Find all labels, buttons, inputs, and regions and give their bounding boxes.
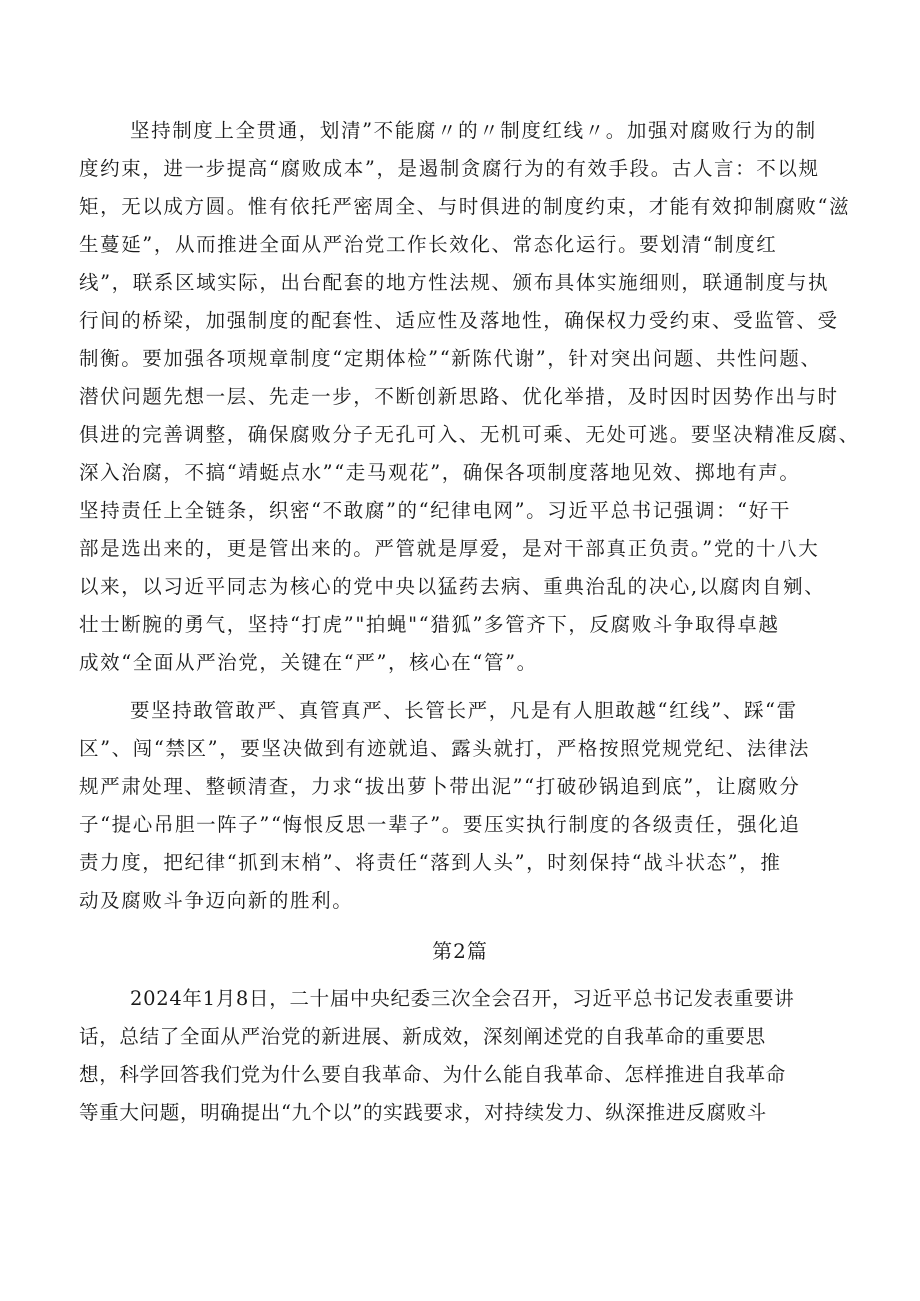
text-line: 想，科学回答我们党为什么要自我革命、为什么能自我革命、怎样推进自我革命 [79, 1063, 787, 1086]
text-line: 线”，联系区域实际，出台配套的地方性法规、颁布具体实施细则，联通制度与执 [79, 271, 830, 294]
text-line: 俱进的完善调整，确保腐败分子无孔可入、无机可乘、无处可逃。要坚决精准反腐、 [79, 423, 860, 446]
text-line: 深入治腐，不搞“靖蜓点水”“走马观花”，确保各项制度落地见效、掷地有声。 [79, 461, 801, 484]
text-line: 2024年1月8日，二十届中央纪委三次全会召开，习近平总书记发表重要讲 [130, 987, 795, 1010]
text-line: 区”、闯“禁区”，要坚决做到有迹就追、露头就打，严格按照党规党纪、法律法 [79, 737, 811, 760]
text-line: 矩，无以成方圆。惟有依托严密周全、与时俱进的制度约束，才能有效抑制腐败“滋 [79, 195, 851, 218]
text-line: 子“提心吊胆一阵子”“悔恨反思一辈子”。要压实执行制度的各级责任，强化追 [79, 813, 801, 836]
text-line: 动及腐败斗争迈向新的胜利。 [79, 889, 354, 912]
text-line: 坚持责任上全链条，织密“不敢腐”的“纪律电网”。习近平总书记强调：“好干 [79, 499, 791, 522]
text-line: 规严肃处理、整顿清查，力求“拔出萝卜带出泥”“打破砂锅追到底”，让腐败分 [79, 775, 801, 798]
section-heading: 第2篇 [432, 939, 488, 963]
text-line: 话，总结了全面从严治党的新进展、新成效，深刻阐述党的自我革命的重要思 [79, 1025, 766, 1048]
text-line: 生蔓延”，从而推进全面从严治党工作长效化、常态化运行。要划清“制度红 [79, 233, 778, 256]
text-line: 坚持制度上全贯通，划清”不能腐〃的〃制度红线〃。加强对腐败行为的制 [130, 119, 817, 142]
text-line: 部是选出来的，更是管出来的。严管就是厚爱，是对干部真正负责。”党的十八大 [79, 537, 820, 560]
text-line: 责力度，把纪律“抓到末梢”、将责任“落到人头”，时刻保持“战斗状态”，推 [79, 851, 782, 874]
text-line: 成效“全面从严治党，关键在“严”，核心在“管”。 [79, 651, 538, 674]
text-line: 潜伏问题先想一层、先走一步，不断创新思路、优化举措，及时因时因势作出与时 [79, 385, 839, 408]
text-line: 行间的桥梁，加强制度的配套性、适应性及落地性，确保权力受约束、受监管、受 [79, 309, 839, 332]
text-line: 度约束，进一步提高“腐败成本”，是遏制贪腐行为的有效手段。古人言：不以规 [79, 157, 820, 180]
text-line: 要坚持敢管敢严、真管真严、长管长严，凡是有人胆敢越“红线”、踩“雷 [130, 699, 798, 722]
text-line: 等重大问题，明确提出“九个以”的实践要求，对持续发力、纵深推进反腐败斗 [79, 1101, 767, 1124]
text-line: 制衡。要加强各项规章制度“定期体检”“新陈代谢”，针对突出问题、共性问题、 [79, 347, 822, 370]
text-line: 以来，以习近平同志为核心的党中央以猛药去病、重典治乱的决心,以腐肉自剜、 [79, 575, 826, 598]
text-line: 壮士断腕的勇气，坚持“打虎”"拍蝇"“猎狐”多管齐下，反腐败斗争取得卓越 [79, 613, 780, 636]
